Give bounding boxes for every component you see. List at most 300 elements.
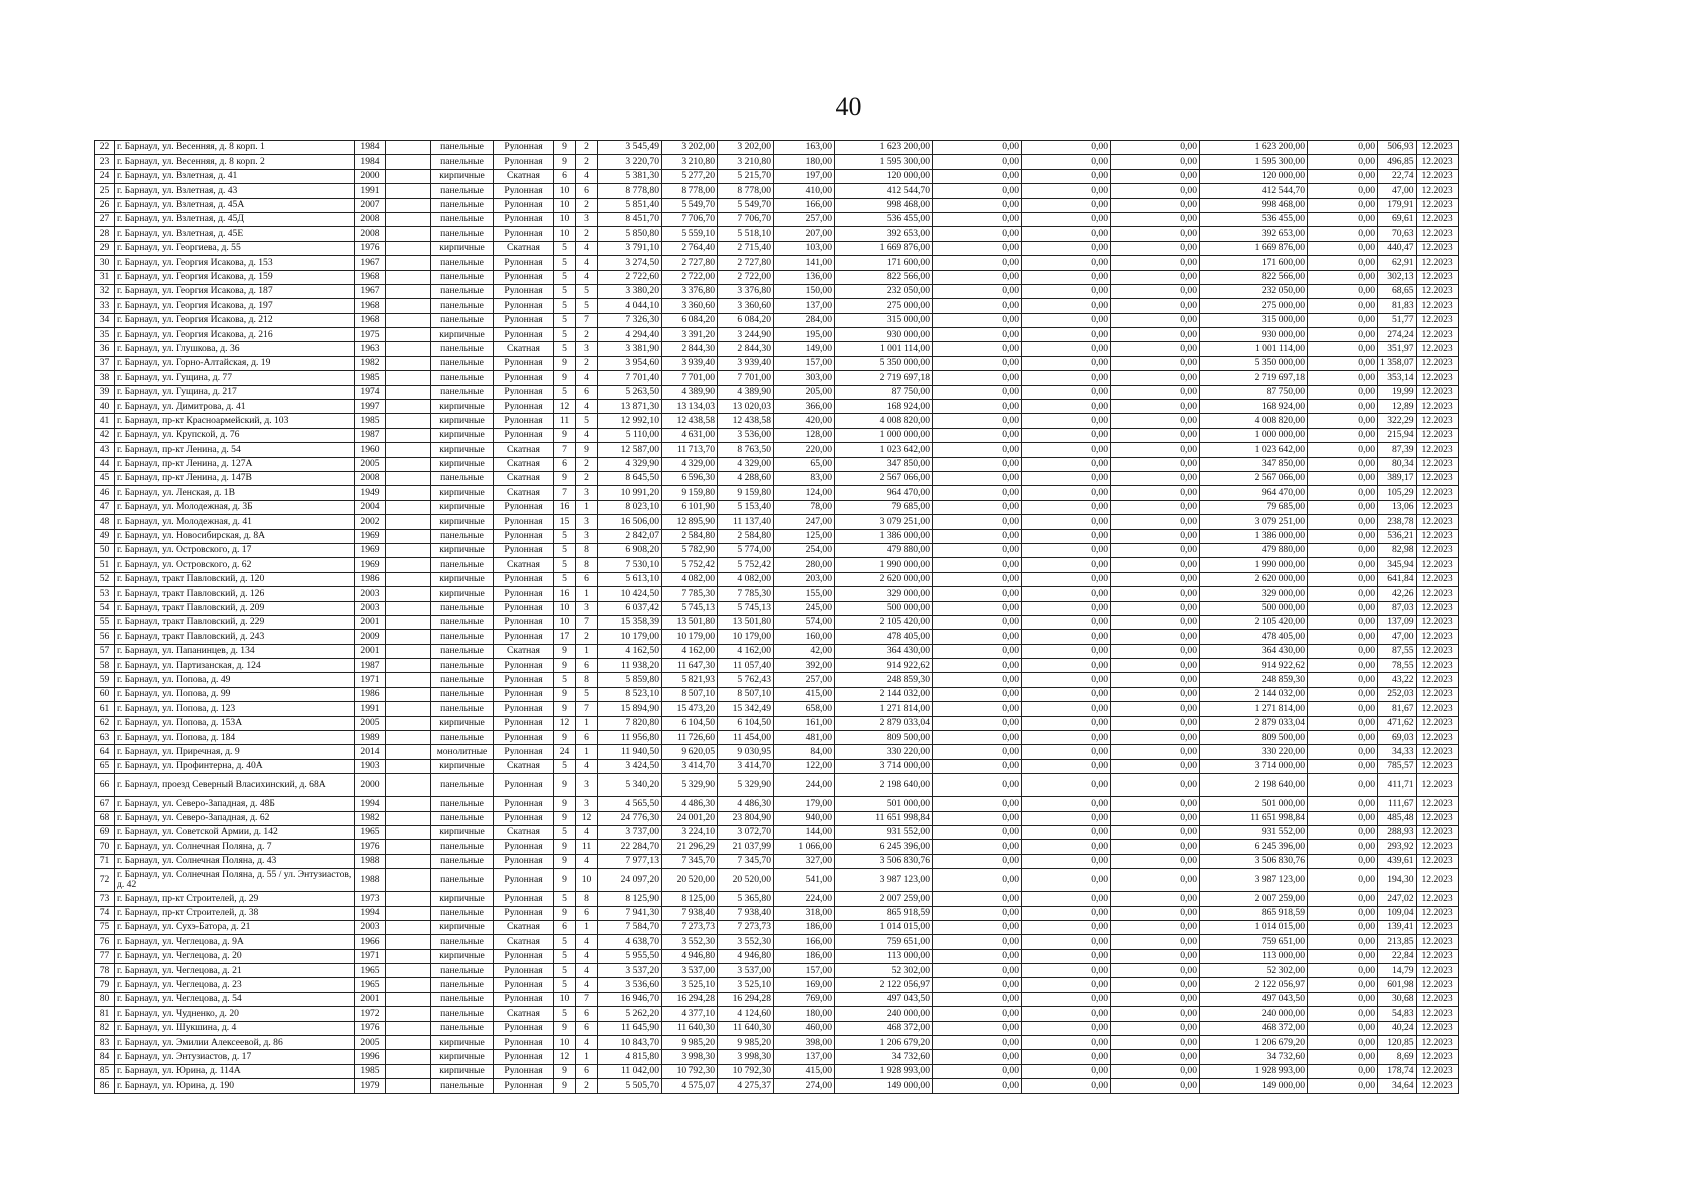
wall-material-cell: панельные xyxy=(431,227,494,241)
build-year-cell: 2004 xyxy=(355,500,386,514)
unit-cost-cell: 12,89 xyxy=(1378,400,1417,414)
regional-budget-cost-cell: 0,00 xyxy=(1022,500,1111,514)
row-number-cell: 22 xyxy=(95,141,115,155)
total-cost-cell: 1 386 000,00 xyxy=(835,529,933,543)
fund-cost-cell: 0,00 xyxy=(933,558,1022,572)
empty-col-cell xyxy=(386,1036,431,1050)
build-year-cell: 1974 xyxy=(355,385,386,399)
entrances-cell: 6 xyxy=(576,572,598,586)
total-area-cell: 7 977,13 xyxy=(598,854,662,868)
completion-date-cell: 12.2023 xyxy=(1416,673,1458,687)
regional-budget-cost-cell: 0,00 xyxy=(1022,414,1111,428)
residents-cell: 65,00 xyxy=(774,457,835,471)
other-cost-cell: 0,00 xyxy=(1308,529,1378,543)
floors-cell: 9 xyxy=(554,854,576,868)
empty-col-cell xyxy=(386,920,431,934)
municipal-budget-cost-cell: 0,00 xyxy=(1111,457,1200,471)
total-cost-cell: 1 990 000,00 xyxy=(835,558,933,572)
owners-cost-cell: 87 750,00 xyxy=(1200,385,1308,399)
fund-cost-cell: 0,00 xyxy=(933,1079,1022,1093)
fund-cost-cell: 0,00 xyxy=(933,854,1022,868)
other-cost-cell: 0,00 xyxy=(1308,141,1378,155)
residents-cell: 141,00 xyxy=(774,256,835,270)
fund-cost-cell: 0,00 xyxy=(933,371,1022,385)
residential-area-cell: 5 774,00 xyxy=(718,543,774,557)
entrances-cell: 5 xyxy=(576,414,598,428)
fund-cost-cell: 0,00 xyxy=(933,687,1022,701)
total-cost-cell: 3 506 830,76 xyxy=(835,854,933,868)
regional-budget-cost-cell: 0,00 xyxy=(1022,630,1111,644)
regional-budget-cost-cell: 0,00 xyxy=(1022,615,1111,629)
owners-cost-cell: 1 669 876,00 xyxy=(1200,241,1308,255)
completion-date-cell: 12.2023 xyxy=(1416,284,1458,298)
row-number-cell: 57 xyxy=(95,644,115,658)
fund-cost-cell: 0,00 xyxy=(933,920,1022,934)
residential-area-cell: 2 584,80 xyxy=(718,529,774,543)
living-area-cell: 12 438,58 xyxy=(662,414,718,428)
other-cost-cell: 0,00 xyxy=(1308,840,1378,854)
wall-material-cell: кирпичные xyxy=(431,543,494,557)
owners-cost-cell: 536 455,00 xyxy=(1200,212,1308,226)
roof-type-cell: Рулонная xyxy=(494,1036,554,1050)
address-cell: г. Барнаул, ул. Сухэ-Батора, д. 21 xyxy=(115,920,355,934)
regional-budget-cost-cell: 0,00 xyxy=(1022,270,1111,284)
total-cost-cell: 2 144 032,00 xyxy=(835,687,933,701)
floors-cell: 6 xyxy=(554,169,576,183)
build-year-cell: 1984 xyxy=(355,155,386,169)
row-number-cell: 59 xyxy=(95,673,115,687)
municipal-budget-cost-cell: 0,00 xyxy=(1111,1007,1200,1021)
living-area-cell: 3 376,80 xyxy=(662,284,718,298)
total-cost-cell: 315 000,00 xyxy=(835,313,933,327)
municipal-budget-cost-cell: 0,00 xyxy=(1111,745,1200,759)
roof-type-cell: Рулонная xyxy=(494,227,554,241)
municipal-budget-cost-cell: 0,00 xyxy=(1111,825,1200,839)
address-cell: г. Барнаул, ул. Взлетная, д. 45Е xyxy=(115,227,355,241)
residential-area-cell: 12 438,58 xyxy=(718,414,774,428)
unit-cost-cell: 641,84 xyxy=(1378,572,1417,586)
table-row xyxy=(95,644,1459,658)
floors-cell: 9 xyxy=(554,155,576,169)
row-number-cell: 77 xyxy=(95,949,115,963)
completion-date-cell: 12.2023 xyxy=(1416,630,1458,644)
fund-cost-cell: 0,00 xyxy=(933,155,1022,169)
entrances-cell: 1 xyxy=(576,500,598,514)
municipal-budget-cost-cell: 0,00 xyxy=(1111,155,1200,169)
total-cost-cell: 1 014 015,00 xyxy=(835,920,933,934)
build-year-cell: 2014 xyxy=(355,745,386,759)
table-row xyxy=(95,500,1459,514)
municipal-budget-cost-cell: 0,00 xyxy=(1111,227,1200,241)
wall-material-cell: панельные xyxy=(431,1007,494,1021)
empty-col-cell xyxy=(386,716,431,730)
build-year-cell: 1968 xyxy=(355,270,386,284)
total-cost-cell: 79 685,00 xyxy=(835,500,933,514)
owners-cost-cell: 3 987 123,00 xyxy=(1200,869,1308,892)
build-year-cell: 1960 xyxy=(355,443,386,457)
residential-area-cell: 9 985,20 xyxy=(718,1036,774,1050)
residents-cell: 284,00 xyxy=(774,313,835,327)
municipal-budget-cost-cell: 0,00 xyxy=(1111,906,1200,920)
table-row xyxy=(95,601,1459,615)
residents-cell: 280,00 xyxy=(774,558,835,572)
owners-cost-cell: 468 372,00 xyxy=(1200,1021,1308,1035)
completion-date-cell: 12.2023 xyxy=(1416,543,1458,557)
unit-cost-cell: 81,67 xyxy=(1378,702,1417,716)
address-cell: г. Барнаул, ул. Чеглецова, д. 20 xyxy=(115,949,355,963)
residential-area-cell: 7 701,00 xyxy=(718,371,774,385)
roof-type-cell: Скатная xyxy=(494,457,554,471)
fund-cost-cell: 0,00 xyxy=(933,543,1022,557)
build-year-cell: 1971 xyxy=(355,949,386,963)
wall-material-cell: кирпичные xyxy=(431,428,494,442)
empty-col-cell xyxy=(386,270,431,284)
completion-date-cell: 12.2023 xyxy=(1416,428,1458,442)
table-row xyxy=(95,949,1459,963)
build-year-cell: 1969 xyxy=(355,543,386,557)
wall-material-cell: кирпичные xyxy=(431,414,494,428)
living-area-cell: 5 549,70 xyxy=(662,198,718,212)
wall-material-cell: кирпичные xyxy=(431,949,494,963)
residential-area-cell: 7 273,73 xyxy=(718,920,774,934)
residents-cell: 247,00 xyxy=(774,515,835,529)
floors-cell: 5 xyxy=(554,572,576,586)
empty-col-cell xyxy=(386,486,431,500)
address-cell: г. Барнаул, ул. Чеглецова, д. 9А xyxy=(115,935,355,949)
total-area-cell: 10 179,00 xyxy=(598,630,662,644)
completion-date-cell: 12.2023 xyxy=(1416,155,1458,169)
build-year-cell: 2005 xyxy=(355,1036,386,1050)
roof-type-cell: Рулонная xyxy=(494,630,554,644)
roof-type-cell: Рулонная xyxy=(494,1021,554,1035)
entrances-cell: 2 xyxy=(576,141,598,155)
total-area-cell: 4 329,90 xyxy=(598,457,662,471)
completion-date-cell: 12.2023 xyxy=(1416,356,1458,370)
living-area-cell: 7 785,30 xyxy=(662,587,718,601)
residential-area-cell: 4 486,30 xyxy=(718,797,774,811)
regional-budget-cost-cell: 0,00 xyxy=(1022,759,1111,773)
municipal-budget-cost-cell: 0,00 xyxy=(1111,811,1200,825)
floors-cell: 9 xyxy=(554,371,576,385)
other-cost-cell: 0,00 xyxy=(1308,920,1378,934)
roof-type-cell: Рулонная xyxy=(494,992,554,1006)
residential-area-cell: 5 365,80 xyxy=(718,892,774,906)
total-area-cell: 8 645,50 xyxy=(598,471,662,485)
owners-cost-cell: 34 732,60 xyxy=(1200,1050,1308,1064)
address-cell: г. Барнаул, пр-кт Ленина, д. 127А xyxy=(115,457,355,471)
total-cost-cell: 479 880,00 xyxy=(835,543,933,557)
completion-date-cell: 12.2023 xyxy=(1416,414,1458,428)
entrances-cell: 12 xyxy=(576,811,598,825)
regional-budget-cost-cell: 0,00 xyxy=(1022,1079,1111,1093)
residents-cell: 166,00 xyxy=(774,198,835,212)
address-cell: г. Барнаул, проезд Северный Власихинский, д. 68А xyxy=(115,774,355,797)
municipal-budget-cost-cell: 0,00 xyxy=(1111,992,1200,1006)
table-row xyxy=(95,198,1459,212)
owners-cost-cell: 5 350 000,00 xyxy=(1200,356,1308,370)
wall-material-cell: панельные xyxy=(431,687,494,701)
table-row xyxy=(95,284,1459,298)
row-number-cell: 67 xyxy=(95,797,115,811)
floors-cell: 9 xyxy=(554,797,576,811)
owners-cost-cell: 4 008 820,00 xyxy=(1200,414,1308,428)
owners-cost-cell: 120 000,00 xyxy=(1200,169,1308,183)
build-year-cell: 1984 xyxy=(355,141,386,155)
build-year-cell: 1986 xyxy=(355,687,386,701)
total-area-cell: 7 820,80 xyxy=(598,716,662,730)
row-number-cell: 24 xyxy=(95,169,115,183)
roof-type-cell: Рулонная xyxy=(494,543,554,557)
build-year-cell: 1949 xyxy=(355,486,386,500)
municipal-budget-cost-cell: 0,00 xyxy=(1111,949,1200,963)
row-number-cell: 25 xyxy=(95,184,115,198)
owners-cost-cell: 1 014 015,00 xyxy=(1200,920,1308,934)
unit-cost-cell: 137,09 xyxy=(1378,615,1417,629)
fund-cost-cell: 0,00 xyxy=(933,949,1022,963)
residents-cell: 166,00 xyxy=(774,935,835,949)
residential-area-cell: 7 706,70 xyxy=(718,212,774,226)
row-number-cell: 41 xyxy=(95,414,115,428)
unit-cost-cell: 1 358,07 xyxy=(1378,356,1417,370)
completion-date-cell: 12.2023 xyxy=(1416,184,1458,198)
entrances-cell: 4 xyxy=(576,241,598,255)
address-cell: г. Барнаул, ул. Энтузиастов, д. 17 xyxy=(115,1050,355,1064)
address-cell: г. Барнаул, ул. Чудненко, д. 20 xyxy=(115,1007,355,1021)
empty-col-cell xyxy=(386,869,431,892)
address-cell: г. Барнаул, ул. Взлетная, д. 45А xyxy=(115,198,355,212)
residential-area-cell: 10 179,00 xyxy=(718,630,774,644)
living-area-cell: 15 473,20 xyxy=(662,702,718,716)
entrances-cell: 4 xyxy=(576,854,598,868)
row-number-cell: 38 xyxy=(95,371,115,385)
empty-col-cell xyxy=(386,141,431,155)
regional-budget-cost-cell: 0,00 xyxy=(1022,992,1111,1006)
regional-budget-cost-cell: 0,00 xyxy=(1022,1036,1111,1050)
empty-col-cell xyxy=(386,1007,431,1021)
municipal-budget-cost-cell: 0,00 xyxy=(1111,256,1200,270)
build-year-cell: 1991 xyxy=(355,184,386,198)
unit-cost-cell: 19,99 xyxy=(1378,385,1417,399)
build-year-cell: 2009 xyxy=(355,630,386,644)
other-cost-cell: 0,00 xyxy=(1308,1036,1378,1050)
empty-col-cell xyxy=(386,774,431,797)
table-row xyxy=(95,385,1459,399)
build-year-cell: 1987 xyxy=(355,428,386,442)
residential-area-cell: 8 763,50 xyxy=(718,443,774,457)
roof-type-cell: Рулонная xyxy=(494,212,554,226)
total-area-cell: 7 701,40 xyxy=(598,371,662,385)
municipal-budget-cost-cell: 0,00 xyxy=(1111,515,1200,529)
wall-material-cell: кирпичные xyxy=(431,1050,494,1064)
address-cell: г. Барнаул, тракт Павловский, д. 126 xyxy=(115,587,355,601)
other-cost-cell: 0,00 xyxy=(1308,428,1378,442)
residents-cell: 574,00 xyxy=(774,615,835,629)
regional-budget-cost-cell: 0,00 xyxy=(1022,486,1111,500)
roof-type-cell: Рулонная xyxy=(494,1050,554,1064)
row-number-cell: 78 xyxy=(95,964,115,978)
wall-material-cell: кирпичные xyxy=(431,587,494,601)
regional-budget-cost-cell: 0,00 xyxy=(1022,328,1111,342)
owners-cost-cell: 1 206 679,20 xyxy=(1200,1036,1308,1050)
empty-col-cell xyxy=(386,400,431,414)
residential-area-cell: 8 507,10 xyxy=(718,687,774,701)
municipal-budget-cost-cell: 0,00 xyxy=(1111,500,1200,514)
owners-cost-cell: 329 000,00 xyxy=(1200,587,1308,601)
total-area-cell: 8 523,10 xyxy=(598,687,662,701)
address-cell: г. Барнаул, пр-кт Строителей, д. 29 xyxy=(115,892,355,906)
owners-cost-cell: 79 685,00 xyxy=(1200,500,1308,514)
build-year-cell: 1968 xyxy=(355,299,386,313)
living-area-cell: 3 414,70 xyxy=(662,759,718,773)
municipal-budget-cost-cell: 0,00 xyxy=(1111,328,1200,342)
roof-type-cell: Рулонная xyxy=(494,774,554,797)
other-cost-cell: 0,00 xyxy=(1308,644,1378,658)
completion-date-cell: 12.2023 xyxy=(1416,270,1458,284)
empty-col-cell xyxy=(386,256,431,270)
completion-date-cell: 12.2023 xyxy=(1416,869,1458,892)
total-cost-cell: 931 552,00 xyxy=(835,825,933,839)
unit-cost-cell: 8,69 xyxy=(1378,1050,1417,1064)
residents-cell: 179,00 xyxy=(774,797,835,811)
regional-budget-cost-cell: 0,00 xyxy=(1022,906,1111,920)
build-year-cell: 1982 xyxy=(355,356,386,370)
entrances-cell: 8 xyxy=(576,673,598,687)
regional-budget-cost-cell: 0,00 xyxy=(1022,644,1111,658)
fund-cost-cell: 0,00 xyxy=(933,825,1022,839)
wall-material-cell: кирпичные xyxy=(431,515,494,529)
total-area-cell: 6 908,20 xyxy=(598,543,662,557)
table-row xyxy=(95,825,1459,839)
other-cost-cell: 0,00 xyxy=(1308,745,1378,759)
residential-area-cell: 11 454,00 xyxy=(718,731,774,745)
empty-col-cell xyxy=(386,184,431,198)
floors-cell: 5 xyxy=(554,935,576,949)
unit-cost-cell: 120,85 xyxy=(1378,1036,1417,1050)
regional-budget-cost-cell: 0,00 xyxy=(1022,935,1111,949)
municipal-budget-cost-cell: 0,00 xyxy=(1111,797,1200,811)
residents-cell: 327,00 xyxy=(774,854,835,868)
row-number-cell: 28 xyxy=(95,227,115,241)
municipal-budget-cost-cell: 0,00 xyxy=(1111,716,1200,730)
owners-cost-cell: 412 544,70 xyxy=(1200,184,1308,198)
total-area-cell: 11 042,00 xyxy=(598,1064,662,1078)
address-cell: г. Барнаул, ул. Солнечная Поляна, д. 7 xyxy=(115,840,355,854)
empty-col-cell xyxy=(386,601,431,615)
unit-cost-cell: 22,84 xyxy=(1378,949,1417,963)
fund-cost-cell: 0,00 xyxy=(933,587,1022,601)
address-cell: г. Барнаул, ул. Юрина, д. 114А xyxy=(115,1064,355,1078)
unit-cost-cell: 213,85 xyxy=(1378,935,1417,949)
fund-cost-cell: 0,00 xyxy=(933,745,1022,759)
residential-area-cell: 5 762,43 xyxy=(718,673,774,687)
total-area-cell: 11 956,80 xyxy=(598,731,662,745)
living-area-cell: 3 360,60 xyxy=(662,299,718,313)
total-area-cell: 5 505,70 xyxy=(598,1079,662,1093)
living-area-cell: 11 640,30 xyxy=(662,1021,718,1035)
address-cell: г. Барнаул, ул. Весенняя, д. 8 корп. 1 xyxy=(115,141,355,155)
entrances-cell: 4 xyxy=(576,428,598,442)
fund-cost-cell: 0,00 xyxy=(933,241,1022,255)
wall-material-cell: панельные xyxy=(431,935,494,949)
address-cell: г. Барнаул, ул. Горно-Алтайская, д. 19 xyxy=(115,356,355,370)
completion-date-cell: 12.2023 xyxy=(1416,759,1458,773)
floors-cell: 5 xyxy=(554,558,576,572)
living-area-cell: 4 575,07 xyxy=(662,1079,718,1093)
floors-cell: 10 xyxy=(554,198,576,212)
floors-cell: 5 xyxy=(554,543,576,557)
unit-cost-cell: 13,06 xyxy=(1378,500,1417,514)
municipal-budget-cost-cell: 0,00 xyxy=(1111,169,1200,183)
table-row xyxy=(95,328,1459,342)
residents-cell: 940,00 xyxy=(774,811,835,825)
total-area-cell: 4 162,50 xyxy=(598,644,662,658)
fund-cost-cell: 0,00 xyxy=(933,572,1022,586)
build-year-cell: 1997 xyxy=(355,400,386,414)
owners-cost-cell: 2 007 259,00 xyxy=(1200,892,1308,906)
residents-cell: 161,00 xyxy=(774,716,835,730)
total-area-cell: 7 941,30 xyxy=(598,906,662,920)
owners-cost-cell: 392 653,00 xyxy=(1200,227,1308,241)
total-area-cell: 7 530,10 xyxy=(598,558,662,572)
living-area-cell: 4 377,10 xyxy=(662,1007,718,1021)
living-area-cell: 2 764,40 xyxy=(662,241,718,255)
floors-cell: 12 xyxy=(554,1050,576,1064)
unit-cost-cell: 439,61 xyxy=(1378,854,1417,868)
unit-cost-cell: 40,24 xyxy=(1378,1021,1417,1035)
living-area-cell: 6 596,30 xyxy=(662,471,718,485)
floors-cell: 10 xyxy=(554,227,576,241)
municipal-budget-cost-cell: 0,00 xyxy=(1111,342,1200,356)
residents-cell: 197,00 xyxy=(774,169,835,183)
living-area-cell: 8 778,00 xyxy=(662,184,718,198)
completion-date-cell: 12.2023 xyxy=(1416,811,1458,825)
empty-col-cell xyxy=(386,299,431,313)
municipal-budget-cost-cell: 0,00 xyxy=(1111,731,1200,745)
wall-material-cell: панельные xyxy=(431,869,494,892)
empty-col-cell xyxy=(386,428,431,442)
row-number-cell: 56 xyxy=(95,630,115,644)
table-row xyxy=(95,256,1459,270)
address-cell: г. Барнаул, ул. Солнечная Поляна, д. 43 xyxy=(115,854,355,868)
completion-date-cell: 12.2023 xyxy=(1416,920,1458,934)
unit-cost-cell: 274,24 xyxy=(1378,328,1417,342)
build-year-cell: 1976 xyxy=(355,241,386,255)
table-row xyxy=(95,443,1459,457)
completion-date-cell: 12.2023 xyxy=(1416,169,1458,183)
completion-date-cell: 12.2023 xyxy=(1416,731,1458,745)
total-cost-cell: 930 000,00 xyxy=(835,328,933,342)
unit-cost-cell: 87,39 xyxy=(1378,443,1417,457)
residents-cell: 1 066,00 xyxy=(774,840,835,854)
regional-budget-cost-cell: 0,00 xyxy=(1022,515,1111,529)
municipal-budget-cost-cell: 0,00 xyxy=(1111,1064,1200,1078)
floors-cell: 5 xyxy=(554,825,576,839)
residents-cell: 366,00 xyxy=(774,400,835,414)
table-row xyxy=(95,400,1459,414)
residential-area-cell: 6 084,20 xyxy=(718,313,774,327)
total-area-cell: 5 851,40 xyxy=(598,198,662,212)
fund-cost-cell: 0,00 xyxy=(933,774,1022,797)
floors-cell: 5 xyxy=(554,529,576,543)
living-area-cell: 2 844,30 xyxy=(662,342,718,356)
empty-col-cell xyxy=(386,687,431,701)
table-row xyxy=(95,1007,1459,1021)
total-area-cell: 3 274,50 xyxy=(598,256,662,270)
municipal-budget-cost-cell: 0,00 xyxy=(1111,400,1200,414)
address-cell: г. Барнаул, ул. Ленская, д. 1В xyxy=(115,486,355,500)
entrances-cell: 2 xyxy=(576,356,598,370)
total-cost-cell: 5 350 000,00 xyxy=(835,356,933,370)
